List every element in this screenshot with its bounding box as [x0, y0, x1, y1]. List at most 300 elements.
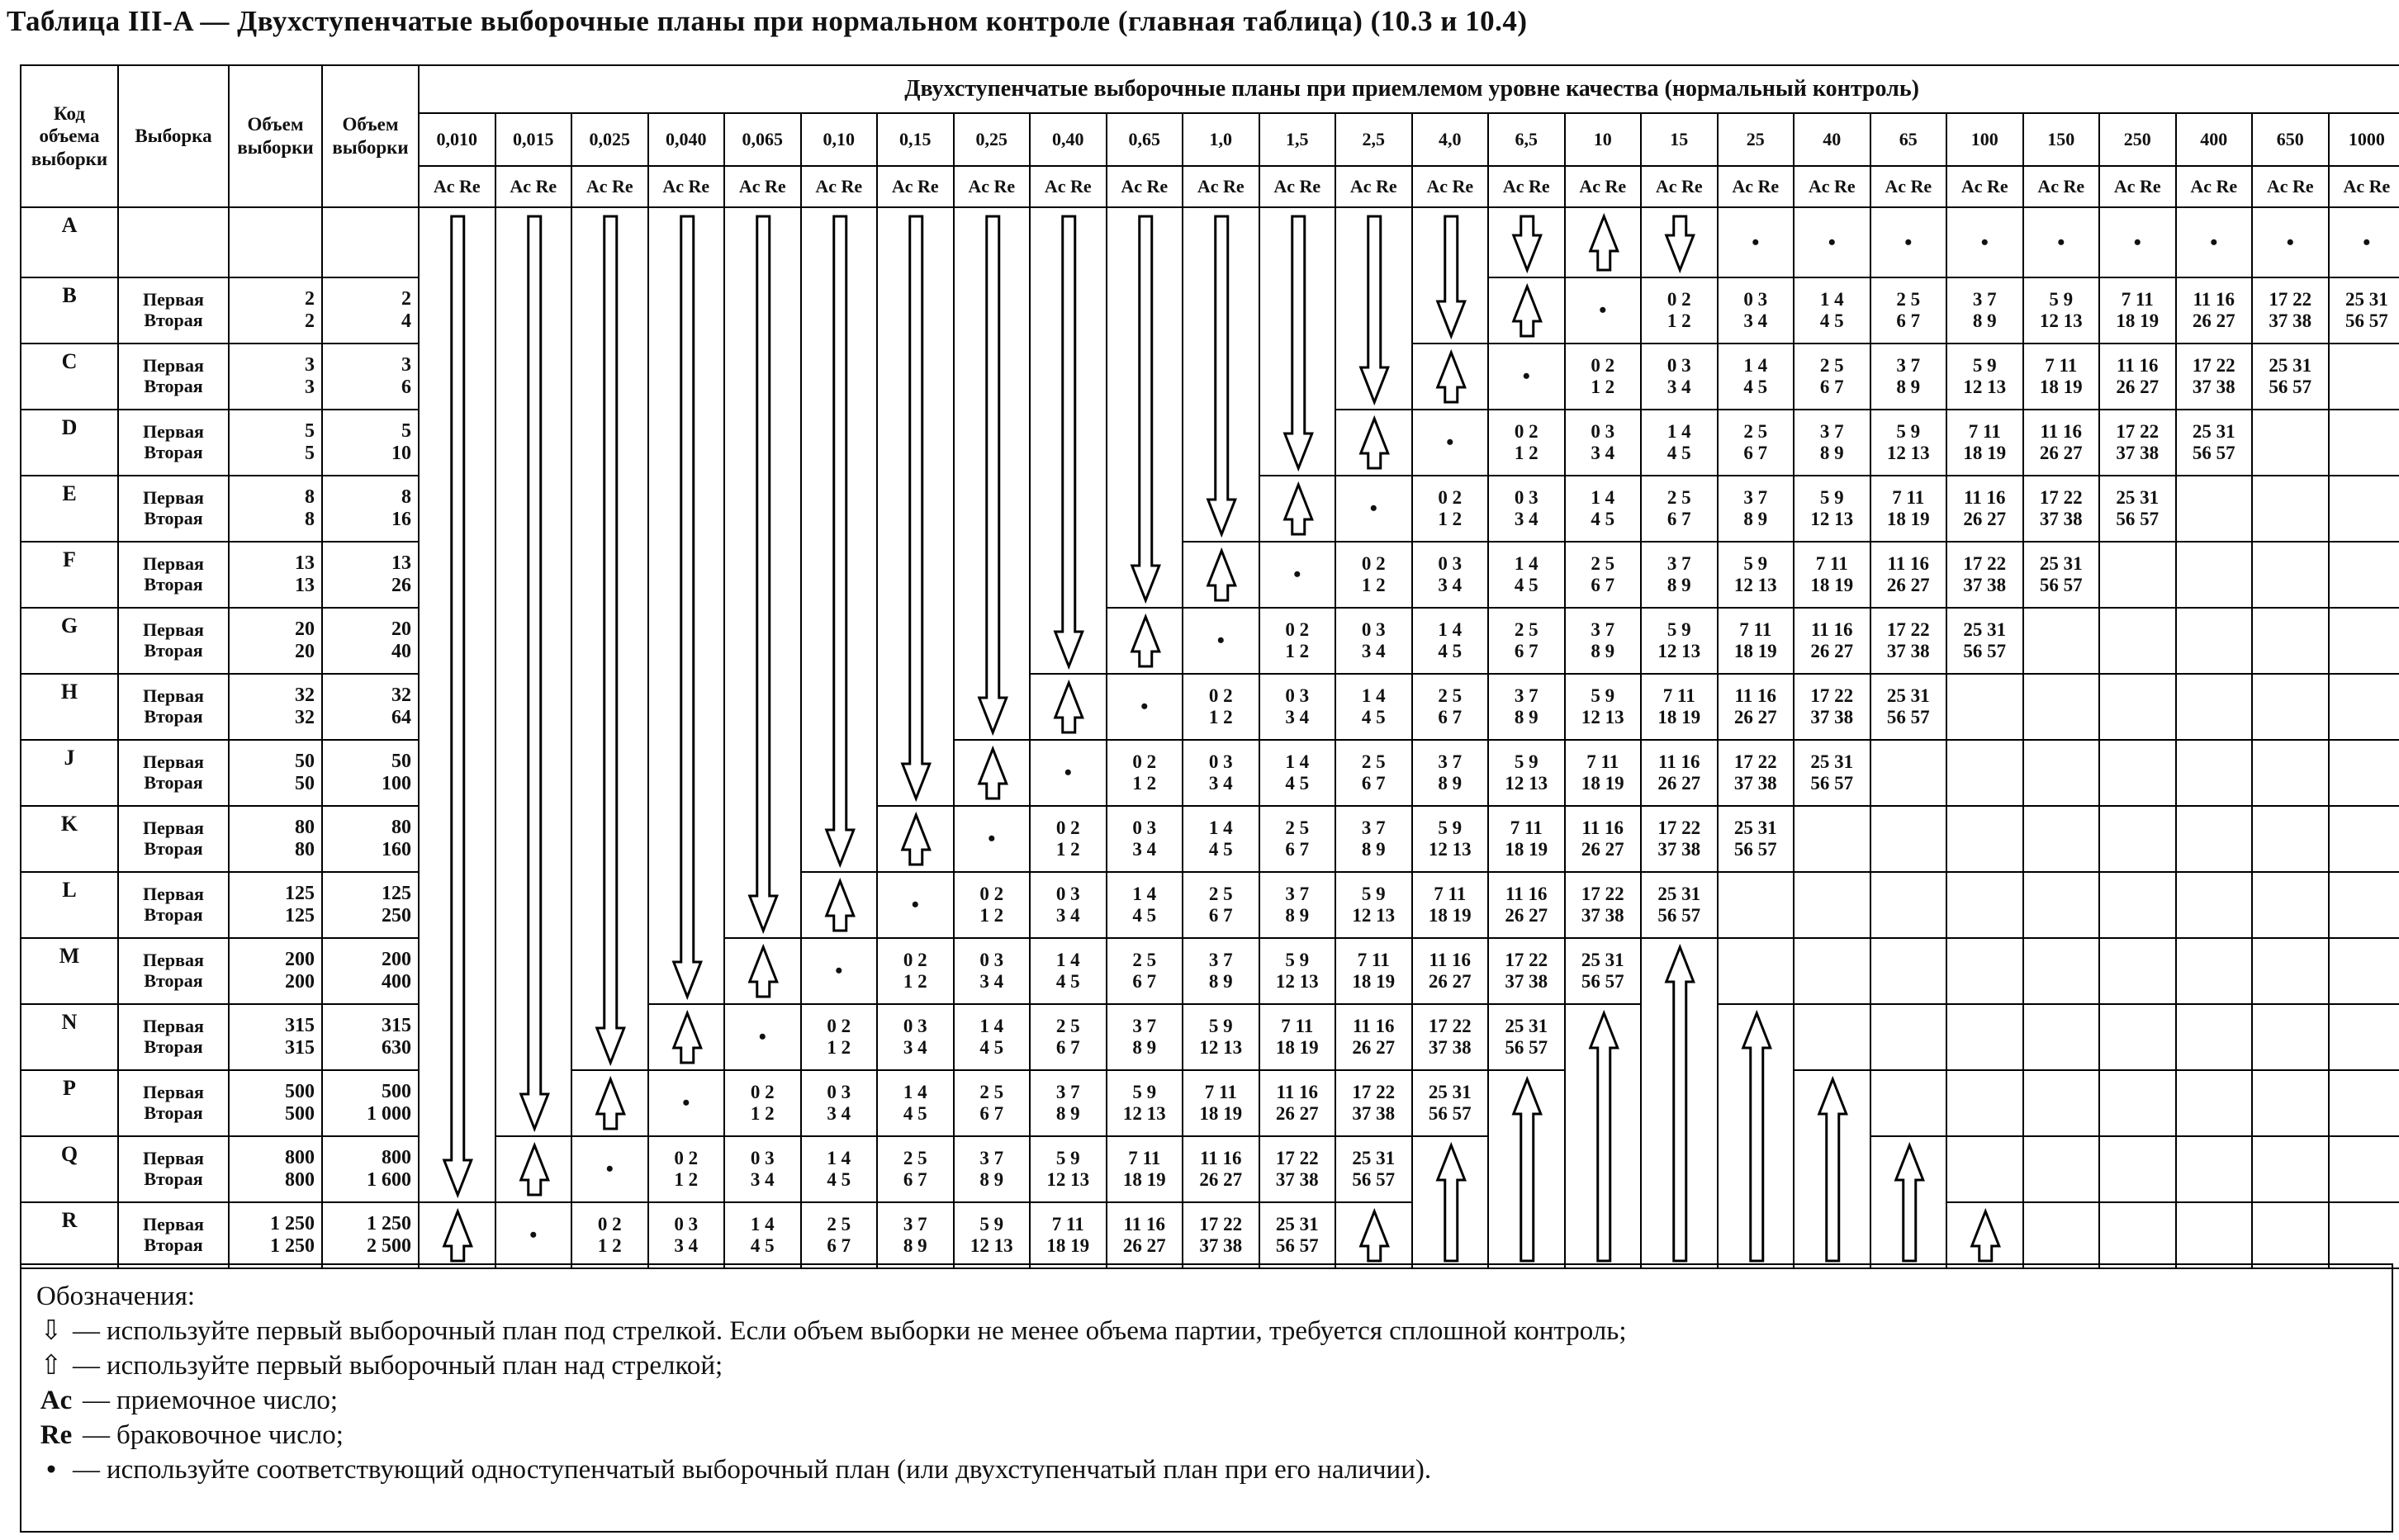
plan-cell [801, 1070, 878, 1136]
aql-value [1794, 113, 1870, 166]
down-arrow-shape [826, 216, 853, 865]
plan-second-stage: 3 4 [1055, 905, 1080, 926]
aql-label: 15 [1670, 128, 1689, 149]
size-second: 100 [382, 773, 411, 794]
aql-label: 0,65 [1128, 128, 1160, 149]
plan-cell [877, 1136, 954, 1202]
dot-icon: • [2057, 230, 2065, 254]
up-arrow-shape [1514, 287, 1541, 336]
code-letter [21, 1202, 118, 1268]
plan-second-stage: 18 19 [1505, 839, 1548, 860]
plan-cell [2252, 872, 2329, 938]
single-plan-dot [724, 1004, 801, 1070]
code-letter-text: J [64, 746, 75, 770]
aql-value [1030, 113, 1107, 166]
plan-first-stage: 7 11 [1968, 421, 2001, 443]
plan-second-stage: 37 38 [1733, 773, 1777, 794]
plan-cell [2176, 938, 2253, 1004]
plan-second-stage: 4 5 [979, 1037, 1004, 1058]
down-arrow-icon [1489, 208, 1565, 277]
size-second: 200 [285, 971, 315, 993]
plan-cell [1412, 608, 1489, 674]
stage-first: Первая [143, 950, 204, 971]
plan-cell [1794, 806, 1870, 872]
ac-re-header [495, 166, 572, 207]
down-arrow-shape [520, 216, 548, 1129]
ac-re-header [1870, 166, 1947, 207]
up-arrow-cell [1259, 476, 1336, 542]
code-letter [21, 476, 118, 542]
down-arrow-cell [1641, 207, 1718, 277]
stage-second: Вторая [144, 1102, 203, 1123]
header-cumulative-label: Объем выборки [332, 114, 409, 158]
plan-second-stage: 12 13 [1199, 1037, 1243, 1058]
up-arrow-icon [1260, 476, 1336, 542]
plan-cell [2329, 1136, 2399, 1202]
single-plan-dot [2329, 207, 2399, 277]
cumulative-size [322, 207, 419, 277]
ac-re-header [2252, 166, 2329, 207]
up-arrow-shape [1590, 216, 1617, 270]
aql-value [2023, 113, 2100, 166]
plan-cell [1183, 1070, 1259, 1136]
plan-second-stage: 37 38 [1428, 1037, 1472, 1058]
plan-cell [1259, 872, 1336, 938]
ac-re-label: Ac Re [1121, 175, 1169, 197]
plan-first-stage: 0 3 [1208, 751, 1233, 773]
cumulative-size [322, 476, 419, 542]
plan-cell [1183, 1136, 1259, 1202]
down-arrow-shape [1437, 216, 1464, 336]
down-arrow-icon [955, 208, 1031, 740]
plan-cell [2099, 674, 2176, 740]
up-arrow-icon [802, 873, 878, 938]
down-arrow-icon [1336, 208, 1412, 410]
plan-cell [2176, 1136, 2253, 1202]
plan-first-stage: 11 16 [1734, 685, 1776, 707]
dot-icon: • [1293, 562, 1301, 587]
plan-first-stage: 1 4 [1514, 553, 1538, 575]
plan-second-stage: 4 5 [1438, 641, 1463, 661]
plan-cell [2252, 410, 2329, 476]
plan-first-stage: 25 31 [2269, 355, 2312, 377]
up-arrow-shape [1437, 353, 1464, 402]
plan-second-stage: 4 5 [1208, 839, 1233, 860]
ac-re-label: Ac Re [510, 175, 557, 197]
plan-cell [1107, 1202, 1183, 1268]
plan-cell [1870, 608, 1947, 674]
down-arrow-shape [903, 216, 930, 798]
cumulative-size [322, 938, 419, 1004]
dot-icon: • [2133, 230, 2141, 254]
plan-cell [1030, 872, 1107, 938]
plan-cell [877, 1202, 954, 1268]
plan-second-stage: 1 2 [979, 905, 1004, 926]
dot-icon: • [2363, 230, 2371, 254]
plan-cell [1718, 806, 1795, 872]
aql-label: 25 [1746, 128, 1765, 149]
size-first: 3 [305, 354, 315, 377]
stage-first: Первая [143, 1214, 204, 1235]
plan-first-stage: 17 22 [2116, 421, 2160, 443]
plan-cell [2176, 872, 2253, 938]
size-first: 125 [382, 883, 411, 905]
plan-cell [1870, 1004, 1947, 1070]
plan-first-stage: 25 31 [2116, 487, 2160, 509]
sample-stage [118, 542, 229, 608]
plan-second-stage: 3 4 [1666, 377, 1691, 397]
plan-second-stage: 18 19 [1963, 443, 2007, 463]
code-letter [21, 1070, 118, 1136]
single-plan-dot [2023, 207, 2100, 277]
plan-cell [1946, 344, 2023, 410]
up-arrow-shape [1361, 419, 1388, 468]
down-arrow-icon [725, 208, 801, 938]
sample-stage [118, 207, 229, 277]
plan-second-stage: 37 38 [1886, 641, 1930, 661]
plan-cell [1565, 608, 1642, 674]
plan-cell [2099, 277, 2176, 344]
size-first: 13 [295, 552, 315, 575]
plan-cell [2023, 542, 2100, 608]
plan-first-stage: 2 5 [903, 1148, 927, 1169]
plan-second-stage: 3 4 [903, 1037, 927, 1058]
code-letter [21, 608, 118, 674]
plan-second-stage: 8 9 [1743, 509, 1768, 529]
aql-value [1641, 113, 1718, 166]
size-second: 8 [305, 509, 315, 530]
plan-first-stage: 2 5 [827, 1214, 851, 1235]
table-row [21, 1136, 2399, 1202]
ac-re-label: Ac Re [586, 175, 633, 197]
plan-cell [2099, 542, 2176, 608]
plan-first-stage: 0 2 [1666, 289, 1691, 310]
plan-cell [2176, 740, 2253, 806]
sample-stage [118, 1202, 229, 1268]
code-letter [21, 872, 118, 938]
plan-first-stage: 0 3 [1132, 817, 1157, 839]
plan-cell [1412, 542, 1489, 608]
plan-first-stage: 0 2 [1208, 685, 1233, 707]
sample-stage [118, 344, 229, 410]
stage-second: Вторая [144, 508, 203, 528]
plan-first-stage: 3 7 [1438, 751, 1463, 773]
plan-first-stage: 17 22 [1352, 1082, 1396, 1103]
plan-cell [1870, 674, 1947, 740]
up-arrow-icon [1566, 1005, 1642, 1268]
plan-cell [1183, 872, 1259, 938]
plan-second-stage: 37 38 [1963, 575, 2007, 595]
table-title: Таблица III-A — Двухступенчатые выборочные планы при нормальном контроле (главная таблица) (10.3 и 10.4) [7, 5, 1528, 37]
plan-second-stage: 1 2 [750, 1103, 775, 1124]
plan-cell [1641, 344, 1718, 410]
down-arrow-cell [1412, 207, 1489, 344]
up-arrow-cell [1565, 207, 1642, 277]
header-size-label: Объем выборки [237, 114, 314, 158]
plan-first-stage: 5 9 [979, 1214, 1004, 1235]
plan-second-stage: 18 19 [1810, 575, 1854, 595]
plan-second-stage: 6 7 [1438, 707, 1463, 727]
plan-cell [877, 1070, 954, 1136]
sample-size [229, 1136, 322, 1202]
up-arrow-icon [1183, 543, 1259, 608]
plan-first-stage: 25 31 [1428, 1082, 1472, 1103]
size-first: 80 [295, 817, 315, 839]
plan-cell [2252, 674, 2329, 740]
size-second: 250 [382, 905, 411, 926]
up-arrow-cell [1412, 1136, 1489, 1268]
plan-second-stage: 37 38 [2269, 310, 2312, 331]
aql-label: 4,0 [1439, 128, 1462, 149]
size-first: 20 [391, 618, 411, 641]
header-aql-span [419, 65, 2399, 113]
aql-label: 400 [2200, 128, 2228, 149]
up-arrow-cell [1794, 1070, 1870, 1268]
cumulative-size [322, 410, 419, 476]
plan-first-stage: 3 7 [1896, 355, 1921, 377]
code-letter [21, 674, 118, 740]
plan-second-stage: 8 9 [1208, 971, 1233, 992]
plan-second-stage: 6 7 [1819, 377, 1844, 397]
plan-cell [2329, 740, 2399, 806]
plan-first-stage: 3 7 [1514, 685, 1538, 707]
cumulative-size [322, 1136, 419, 1202]
plan-cell [954, 938, 1031, 1004]
plan-cell [2252, 938, 2329, 1004]
ac-re-label: Ac Re [662, 175, 710, 197]
plan-second-stage: 37 38 [2116, 443, 2160, 463]
stage-first: Первая [143, 884, 204, 905]
size-second: 6 [401, 377, 411, 398]
plan-first-stage: 0 3 [1361, 619, 1386, 641]
dot-icon: • [758, 1025, 766, 1050]
sampling-plans-table [20, 64, 2399, 1269]
down-arrow-icon [1413, 208, 1489, 344]
plan-first-stage: 7 11 [1510, 817, 1543, 839]
up-arrow-icon [1871, 1137, 1947, 1268]
size-first: 20 [295, 618, 315, 641]
up-arrow-cell [1412, 344, 1489, 410]
single-plan-dot [1488, 344, 1565, 410]
plan-first-stage: 1 4 [1285, 751, 1310, 773]
down-arrow-cell [495, 207, 572, 1136]
size-first: 800 [285, 1147, 315, 1169]
plan-cell [1412, 872, 1489, 938]
aql-label: 0,040 [666, 128, 707, 149]
up-arrow-shape [1437, 1145, 1464, 1261]
up-arrow-shape [1742, 1013, 1770, 1261]
plan-cell [2099, 410, 2176, 476]
aql-value [1412, 113, 1489, 166]
code-letter [21, 542, 118, 608]
table-row [21, 1070, 2399, 1136]
plan-first-stage: 2 5 [979, 1082, 1004, 1103]
down-arrow-shape [979, 216, 1006, 732]
ac-re-header [1412, 166, 1489, 207]
down-arrow-icon: ⇩ [40, 1315, 63, 1346]
size-second: 1 000 [367, 1103, 411, 1125]
plan-cell [2252, 740, 2329, 806]
plan-second-stage: 56 57 [1505, 1037, 1548, 1058]
plan-second-stage: 18 19 [1581, 773, 1624, 794]
plan-first-stage: 3 7 [1666, 553, 1691, 575]
up-arrow-shape [1361, 1211, 1388, 1261]
plan-second-stage: 3 4 [979, 971, 1004, 992]
legend-row-re [36, 1419, 2378, 1453]
down-arrow-shape [1666, 216, 1694, 270]
dot-icon: • [1828, 230, 1836, 254]
plan-first-stage: 0 3 [1591, 421, 1615, 443]
plan-second-stage: 18 19 [1275, 1037, 1319, 1058]
plan-first-stage: 11 16 [1200, 1148, 1242, 1169]
single-plan-dot [2176, 207, 2253, 277]
plan-first-stage: 7 11 [1128, 1148, 1161, 1169]
plan-cell [954, 872, 1031, 938]
down-arrow-cell [1259, 207, 1336, 476]
plan-second-stage: 1 2 [1438, 509, 1463, 529]
plan-first-stage: 1 4 [1743, 355, 1768, 377]
plan-second-stage: 26 27 [2116, 377, 2160, 397]
plan-cell [2176, 1004, 2253, 1070]
plan-second-stage: 1 2 [1361, 575, 1386, 595]
stage-first: Первая [143, 1082, 204, 1103]
plan-first-stage: 0 2 [1361, 553, 1386, 575]
plan-cell [2023, 1070, 2100, 1136]
plan-cell [1870, 1070, 1947, 1136]
size-second: 26 [391, 575, 411, 596]
legend-heading: Обозначения: [36, 1282, 196, 1311]
ac-re-header [1946, 166, 2023, 207]
plan-cell [1794, 740, 1870, 806]
ac-re-header [877, 166, 954, 207]
plan-cell [1946, 476, 2023, 542]
header-span-label: Двухступенчатые выборочные планы при приемлемом уровне качества (нормальный контроль) [904, 76, 1919, 102]
down-arrow-icon [1031, 208, 1107, 674]
table-row [21, 674, 2399, 740]
down-arrow-cell [419, 207, 495, 1202]
plan-second-stage: 26 27 [1581, 839, 1624, 860]
sample-size [229, 410, 322, 476]
plan-first-stage: 7 11 [1586, 751, 1619, 773]
sample-stage [118, 1136, 229, 1202]
plan-first-stage: 17 22 [1810, 685, 1854, 707]
sample-size [229, 872, 322, 938]
plan-cell [2023, 1202, 2100, 1268]
plan-cell [1946, 674, 2023, 740]
plan-second-stage: 3 4 [674, 1235, 699, 1256]
plan-cell [1794, 542, 1870, 608]
stage-second: Вторая [144, 640, 203, 661]
up-arrow-icon [1336, 410, 1412, 476]
dot-icon: • [1752, 230, 1760, 254]
plan-cell [2023, 277, 2100, 344]
plan-cell [1718, 872, 1795, 938]
plan-cell [1794, 277, 1870, 344]
up-arrow-icon [1795, 1071, 1870, 1268]
plan-second-stage: 1 2 [1591, 377, 1615, 397]
plan-second-stage: 12 13 [1657, 641, 1701, 661]
legend-row-down [36, 1315, 2378, 1349]
aql-label: 150 [2047, 128, 2075, 149]
plan-second-stage: 37 38 [1505, 971, 1548, 992]
plan-second-stage: 26 27 [1199, 1169, 1243, 1190]
plan-first-stage: 7 11 [1204, 1082, 1237, 1103]
ac-re-header [1488, 166, 1565, 207]
plan-first-stage: 25 31 [1733, 817, 1777, 839]
plan-second-stage: 12 13 [1122, 1103, 1166, 1124]
aql-label: 0,10 [823, 128, 855, 149]
up-arrow-shape [1514, 1079, 1541, 1261]
plan-second-stage: 8 9 [1972, 310, 1997, 331]
code-letter [21, 277, 118, 344]
aql-value [2329, 113, 2399, 166]
table-row [21, 207, 2399, 277]
plan-cell [2176, 806, 2253, 872]
plan-second-stage: 4 5 [1361, 707, 1386, 727]
up-arrow-shape [903, 815, 930, 865]
ac-re-header [1030, 166, 1107, 207]
plan-first-stage: 1 4 [1438, 619, 1463, 641]
plan-first-stage: 3 7 [1361, 817, 1386, 839]
plan-cell [1565, 542, 1642, 608]
plan-second-stage: 1 2 [1208, 707, 1233, 727]
dot-icon: • [835, 959, 843, 983]
plan-second-stage: 12 13 [1886, 443, 1930, 463]
down-arrow-cell [1335, 207, 1412, 410]
single-plan-dot [877, 872, 954, 938]
plan-first-stage: 11 16 [1276, 1082, 1318, 1103]
plan-first-stage: 11 16 [2117, 355, 2159, 377]
plan-first-stage: 0 3 [1438, 553, 1463, 575]
size-second: 160 [382, 839, 411, 860]
plan-cell [1030, 1004, 1107, 1070]
ac-re-header [1718, 166, 1795, 207]
sample-size [229, 277, 322, 344]
plan-cell [1488, 872, 1565, 938]
plan-second-stage: 26 27 [1886, 575, 1930, 595]
plan-second-stage: 56 57 [2344, 310, 2388, 331]
plan-first-stage: 7 11 [1281, 1016, 1314, 1037]
plan-cell [2252, 476, 2329, 542]
plan-second-stage: 6 7 [979, 1103, 1004, 1124]
plan-cell [2252, 806, 2329, 872]
plan-first-stage: 2 5 [1896, 289, 1921, 310]
plan-cell [2329, 476, 2399, 542]
plan-cell [1488, 740, 1565, 806]
single-plan-dot [648, 1070, 725, 1136]
size-first: 125 [285, 883, 315, 905]
size-second: 50 [295, 773, 315, 794]
down-arrow-cell [1183, 207, 1259, 542]
plan-first-stage: 17 22 [1733, 751, 1777, 773]
plan-first-stage: 3 7 [1208, 950, 1233, 971]
plan-cell [2176, 410, 2253, 476]
plan-cell [2099, 806, 2176, 872]
dot-icon: • [682, 1091, 690, 1116]
dot-icon: • [605, 1157, 614, 1182]
ac-re-label: Ac Re [738, 175, 786, 197]
plan-second-stage: 18 19 [1352, 971, 1396, 992]
plan-first-stage: 25 31 [1963, 619, 2007, 641]
down-arrow-cell [954, 207, 1031, 740]
single-plan-dot [2252, 207, 2329, 277]
code-letter-text: H [60, 680, 78, 704]
code-letter-text: Q [60, 1142, 78, 1166]
plan-second-stage: 26 27 [1352, 1037, 1396, 1058]
plan-first-stage: 5 9 [1972, 355, 1997, 377]
size-first: 80 [391, 817, 411, 839]
plan-cell [1870, 344, 1947, 410]
